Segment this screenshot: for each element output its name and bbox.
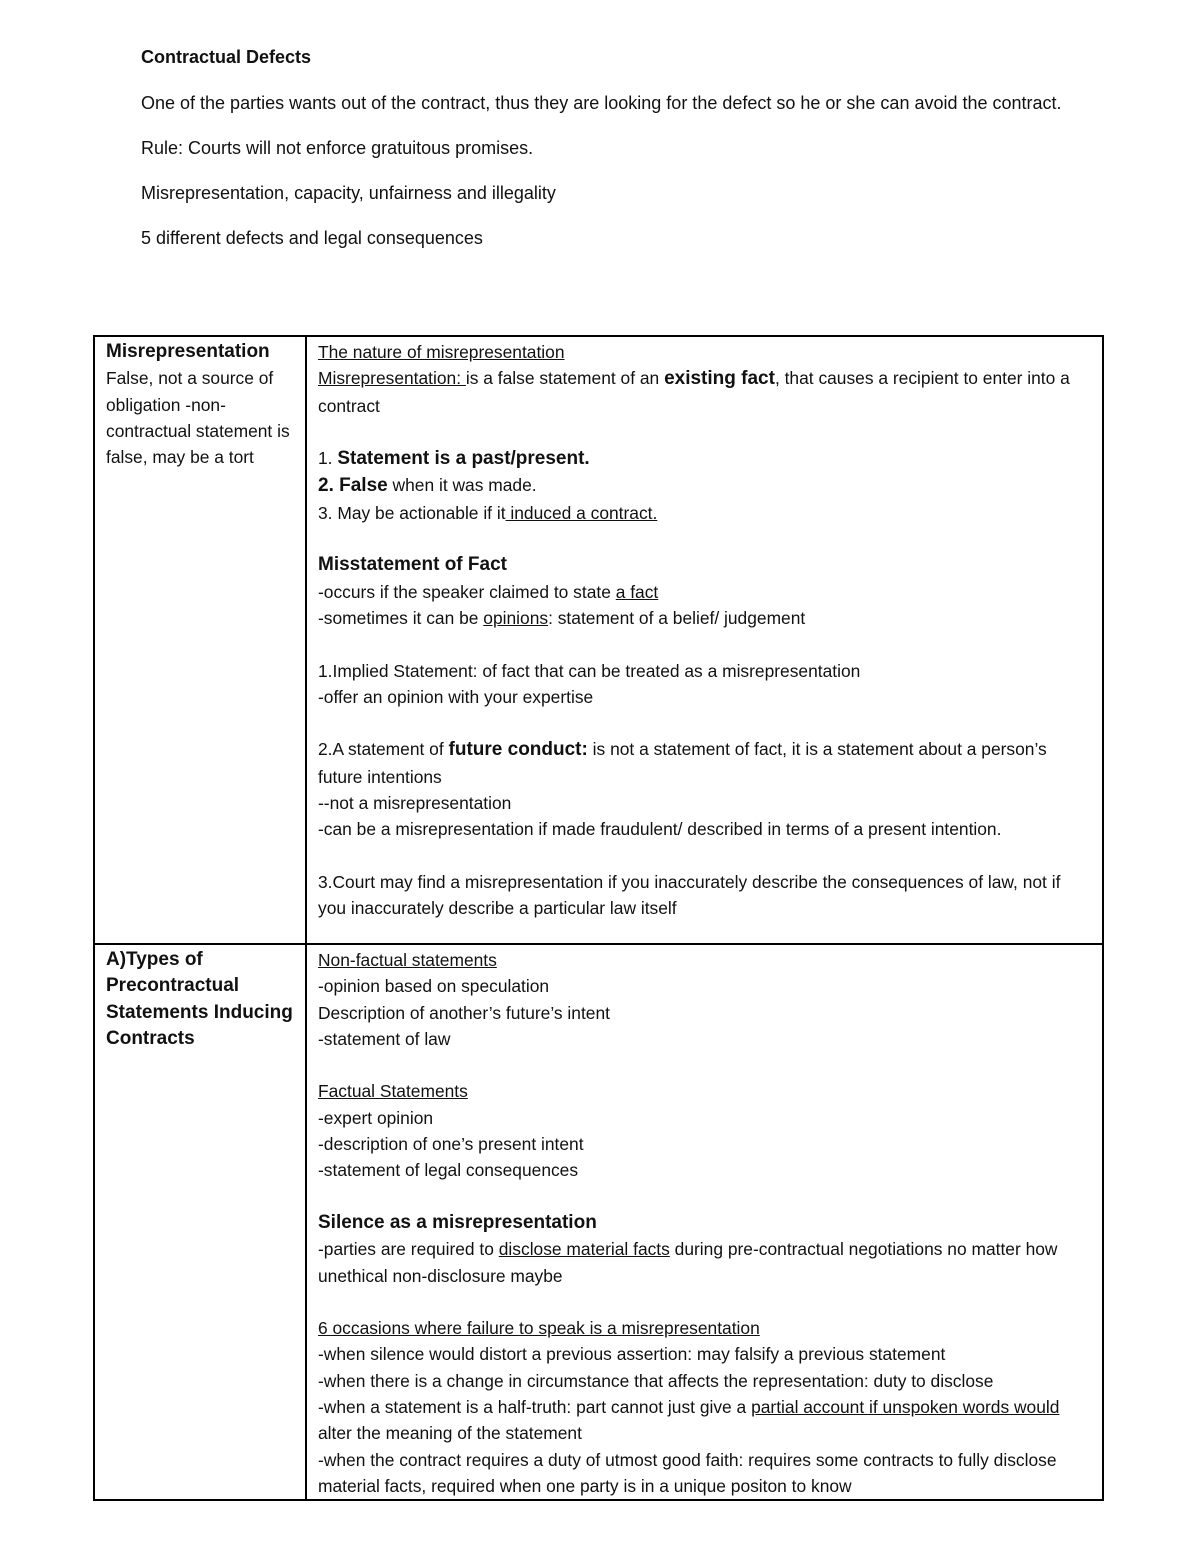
nonfactual-item: -opinion based on speculation — [318, 976, 550, 997]
misstatement-line-1: -occurs if the speaker claimed to state a fact — [318, 581, 659, 602]
future-conduct-note-1: --not a misrepresentation — [318, 793, 512, 814]
point-3: 3. May be actionable if it induced a contract. — [318, 502, 658, 523]
document-title: Contractual Defects — [141, 47, 312, 67]
types-heading: A)Types of Precontractual Statements Inducing Contracts — [106, 949, 293, 1049]
factual-heading: Factual Statements — [318, 1081, 468, 1102]
intro-section — [141, 44, 1101, 270]
rule-paragraph: Rule: Courts will not enforce gratuitous promises. — [141, 138, 534, 158]
misstatement-line-2: -sometimes it can be opinions: statement of a belief/ judgement — [318, 607, 806, 628]
silence-heading: Silence as a misrepresentation — [318, 1211, 597, 1233]
point-2: 2. False when it was made. — [318, 475, 537, 497]
nature-heading: The nature of misrepresentation — [318, 342, 565, 362]
implied-statement: 1.Implied Statement: of fact that can be treated as a misrepresentation — [318, 660, 861, 681]
factual-item: -expert opinion — [318, 1107, 434, 1128]
table-row — [94, 944, 1103, 1500]
implied-statement-note: -offer an opinion with your expertise — [318, 686, 594, 707]
misrepresentation-label-cell — [94, 336, 306, 944]
definition-text: Misrepresentation: is a false statement of an existing fact, that causes a recipient to enter into a contract — [318, 368, 1070, 416]
types-notes-cell — [306, 944, 1103, 1500]
occasion-item: -when silence would distort a previous assertion: may falsify a previous statement — [318, 1344, 946, 1365]
misrepresentation-heading: Misrepresentation — [106, 341, 270, 362]
nonfactual-item: Description of another’s future’s intent — [318, 1002, 610, 1023]
misstatement-heading: Misstatement of Fact — [318, 554, 507, 576]
silence-text: -parties are required to disclose material facts during pre-contractual negotiations no matter how unethical non-disclosure maybe — [318, 1239, 1058, 1286]
nonfactual-item: -statement of law — [318, 1028, 451, 1049]
notes-table — [93, 335, 1104, 1501]
occasion-item: -when there is a change in circumstance that affects the representation: duty to disclose — [318, 1370, 994, 1391]
occasions-heading: 6 occasions where failure to speak is a misrepresentation — [318, 1318, 760, 1339]
factual-item: -description of one’s present intent — [318, 1134, 584, 1155]
misrepresentation-notes-cell — [306, 336, 1103, 944]
types-label-cell — [94, 944, 306, 1500]
defects-count-paragraph: 5 different defects and legal consequences — [141, 228, 483, 248]
misrepresentation-summary: False, not a source of obligation -non-contractual statement is false, may be a tort — [106, 368, 290, 468]
law-consequences: 3.Court may find a misrepresentation if you inaccurately describe the consequences of law, not if you inaccurately describe a particular law itself — [318, 871, 1061, 919]
occasion-item: -when a statement is a half-truth: part cannot just give a partial account if unspoken words would alter the meaning of the statement — [318, 1397, 1060, 1444]
future-conduct-note-2: -can be a misrepresentation if made fraudulent/ described in terms of a present intention. — [318, 819, 1002, 840]
future-conduct: 2.A statement of future conduct: is not a statement of fact, it is a statement about a person’s future intentions — [318, 739, 1047, 787]
table-row — [94, 336, 1103, 944]
nonfactual-heading: Non-factual statements — [318, 950, 497, 970]
point-1: 1. Statement is a past/present. — [318, 448, 590, 470]
topics-paragraph: Misrepresentation, capacity, unfairness and illegality — [141, 183, 556, 203]
intro-paragraph: One of the parties wants out of the contract, thus they are looking for the defect so he or she can avoid the contract. — [141, 93, 1062, 113]
factual-item: -statement of legal consequences — [318, 1160, 579, 1181]
occasion-item: -when the contract requires a duty of utmost good faith: requires some contracts to fully disclose material facts, required when one party is in a unique positon to know — [318, 1449, 1057, 1496]
